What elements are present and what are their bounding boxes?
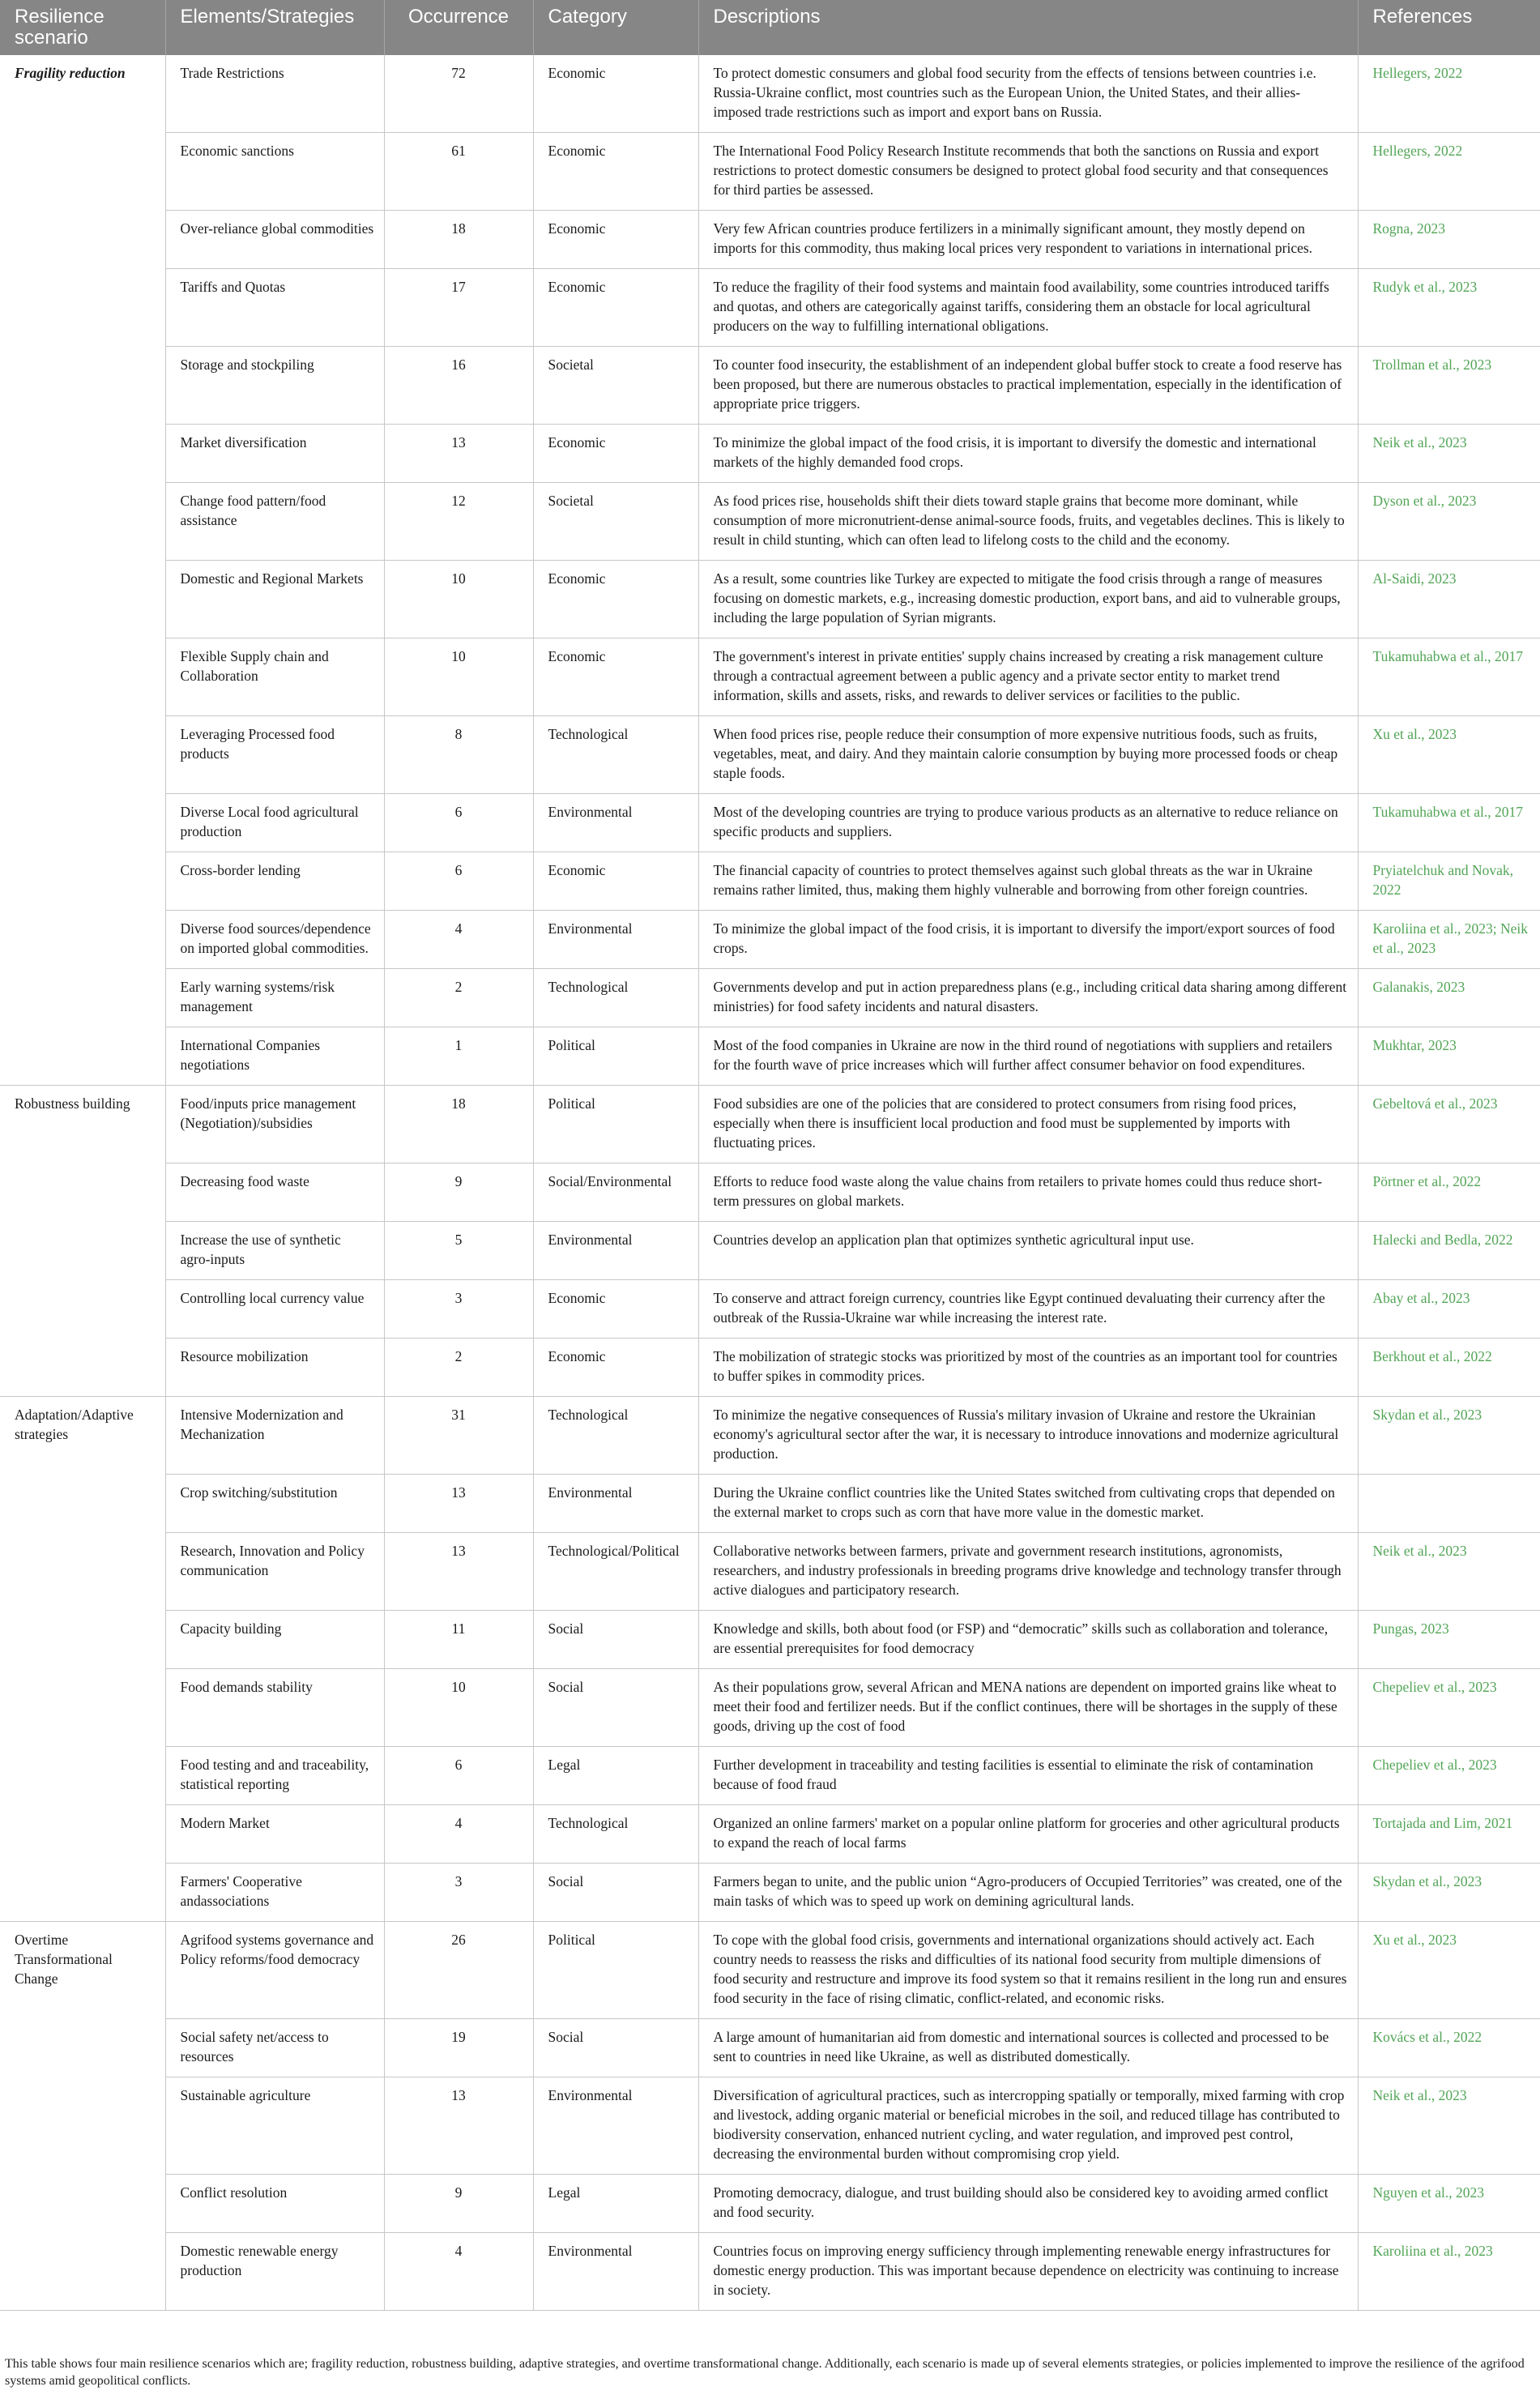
reference-link[interactable]: Pörtner et al., 2022 — [1358, 1163, 1540, 1222]
table-row — [0, 1397, 1540, 1475]
element-cell: Economic sanctions — [165, 133, 384, 211]
table-row — [0, 969, 1540, 1027]
element-cell: Tariffs and Quotas — [165, 269, 384, 347]
reference-link[interactable]: Tukamuhabwa et al., 2017 — [1358, 794, 1540, 852]
reference-link[interactable]: Gebeltová et al., 2023 — [1358, 1086, 1540, 1163]
table-row — [0, 1086, 1540, 1163]
reference-link[interactable]: Chepeliev et al., 2023 — [1358, 1669, 1540, 1747]
table-row — [0, 269, 1540, 347]
occurrence-cell: 6 — [384, 852, 533, 911]
description-cell: Diversification of agricultural practices, such as intercropping spatially or temporally, mixed farming with crop and livestock, adding organic material or beneficial microbes in the soil, and reduced tillage has contributed to biodiversity conservation, enhanced nutrient cycling, and water regulation, and improved pest control, decreasing the environmental burden without compromising crop yield. — [698, 2077, 1358, 2175]
table-row — [0, 133, 1540, 211]
element-cell: Change food pattern/food assistance — [165, 483, 384, 561]
reference-link[interactable]: Abay et al., 2023 — [1358, 1280, 1540, 1339]
occurrence-cell: 10 — [384, 638, 533, 716]
reference-link[interactable]: Chepeliev et al., 2023 — [1358, 1747, 1540, 1805]
description-cell: To minimize the global impact of the food crisis, it is important to diversify the import/export sources of food crops. — [698, 911, 1358, 969]
occurrence-cell: 18 — [384, 1086, 533, 1163]
occurrence-cell: 13 — [384, 1475, 533, 1533]
description-cell: Food subsidies are one of the policies that are considered to protect consumers from rising food prices, especially when there is insufficient local production and food must be supplemented by imports with fluctuating prices. — [698, 1086, 1358, 1163]
description-cell: Collaborative networks between farmers, private and government research institutions, agronomists, researchers, and industry professionals in breeding programs drive knowledge and technology transfer through active dialogues and participatory research. — [698, 1533, 1358, 1611]
element-cell: Conflict resolution — [165, 2175, 384, 2233]
table-row — [0, 2077, 1540, 2175]
table-row — [0, 1747, 1540, 1805]
category-cell: Political — [533, 1922, 698, 2019]
description-cell: To minimize the negative consequences of Russia's military invasion of Ukraine and restore the Ukrainian economy's agricultural sector after the war, it is necessary to introduce innovations and modernize agricultural production. — [698, 1397, 1358, 1475]
reference-link[interactable]: Hellegers, 2022 — [1358, 55, 1540, 133]
category-cell: Political — [533, 1086, 698, 1163]
scenario-cell — [0, 1397, 165, 1922]
scenario-cell — [0, 55, 165, 1086]
element-cell: Modern Market — [165, 1805, 384, 1864]
occurrence-cell: 8 — [384, 716, 533, 794]
element-cell: International Companies negotiations — [165, 1027, 384, 1086]
reference-link[interactable]: Neik et al., 2023 — [1358, 1533, 1540, 1611]
table-row — [0, 2233, 1540, 2311]
table-body — [0, 55, 1540, 2311]
element-cell: Food/inputs price management (Negotiation)/subsidies — [165, 1086, 384, 1163]
table-row — [0, 716, 1540, 794]
element-cell: Intensive Modernization and Mechanization — [165, 1397, 384, 1475]
description-cell: A large amount of humanitarian aid from domestic and international sources is collected and processed to be sent to countries in need like Ukraine, as well as distributed domestically. — [698, 2019, 1358, 2077]
category-cell: Economic — [533, 852, 698, 911]
description-cell: Efforts to reduce food waste along the value chains from retailers to private homes could thus reduce short-term pressures on global markets. — [698, 1163, 1358, 1222]
element-cell: Storage and stockpiling — [165, 347, 384, 425]
occurrence-cell: 16 — [384, 347, 533, 425]
category-cell: Societal — [533, 483, 698, 561]
header-elements: Elements/Strategies — [165, 0, 384, 55]
reference-link[interactable]: Pungas, 2023 — [1358, 1611, 1540, 1669]
category-cell: Social — [533, 2019, 698, 2077]
reference-link[interactable]: Tukamuhabwa et al., 2017 — [1358, 638, 1540, 716]
reference-link[interactable]: Neik et al., 2023 — [1358, 2077, 1540, 2175]
category-cell: Economic — [533, 133, 698, 211]
element-cell: Sustainable agriculture — [165, 2077, 384, 2175]
table-row — [0, 794, 1540, 852]
reference-link[interactable]: Trollman et al., 2023 — [1358, 347, 1540, 425]
category-cell: Environmental — [533, 2233, 698, 2311]
table-row — [0, 2019, 1540, 2077]
occurrence-cell: 61 — [384, 133, 533, 211]
table-row — [0, 852, 1540, 911]
element-cell: Agrifood systems governance and Policy reforms/food democracy — [165, 1922, 384, 2019]
table-row — [0, 638, 1540, 716]
occurrence-cell: 4 — [384, 911, 533, 969]
description-cell: Countries focus on improving energy sufficiency through implementing renewable energy infrastructures for domestic energy production. This was important because dependence on electricity was continuing to increase in society. — [698, 2233, 1358, 2311]
occurrence-cell: 3 — [384, 1864, 533, 1922]
table-row — [0, 1864, 1540, 1922]
scenario-label: Adaptation/Adaptive strategies — [15, 1407, 134, 1442]
reference-link[interactable]: Al-Saidi, 2023 — [1358, 561, 1540, 638]
description-cell: The International Food Policy Research Institute recommends that both the sanctions on Russia and export restrictions to protect domestic consumers be designed to protect global food security and that consequences for third parties be assessed. — [698, 133, 1358, 211]
reference-link[interactable]: Skydan et al., 2023 — [1358, 1397, 1540, 1475]
occurrence-cell: 10 — [384, 1669, 533, 1747]
element-cell: Food testing and and traceability, statistical reporting — [165, 1747, 384, 1805]
table-row — [0, 347, 1540, 425]
occurrence-cell: 9 — [384, 2175, 533, 2233]
occurrence-cell: 9 — [384, 1163, 533, 1222]
occurrence-cell: 13 — [384, 2077, 533, 2175]
description-cell: To conserve and attract foreign currency, countries like Egypt continued devaluating their currency after the outbreak of the Russia-Ukraine war while increasing the interest rate. — [698, 1280, 1358, 1339]
reference-link[interactable]: Skydan et al., 2023 — [1358, 1864, 1540, 1922]
reference-link[interactable]: Xu et al., 2023 — [1358, 1922, 1540, 2019]
table-row — [0, 425, 1540, 483]
header-references: References — [1358, 0, 1540, 55]
header-occurrence: Occurrence — [384, 0, 533, 55]
occurrence-cell: 13 — [384, 425, 533, 483]
element-cell: Domestic and Regional Markets — [165, 561, 384, 638]
element-cell: Market diversification — [165, 425, 384, 483]
element-cell: Social safety net/access to resources — [165, 2019, 384, 2077]
scenario-label: Fragility reduction — [15, 65, 126, 81]
category-cell: Legal — [533, 1747, 698, 1805]
description-cell: Organized an online farmers' market on a popular online platform for groceries and other agricultural products to expand the reach of local farms — [698, 1805, 1358, 1864]
description-cell: The government's interest in private entities' supply chains increased by creating a risk management culture through a contractual agreement between a public agency and a private sector entity to market trend information, skills and assets, risks, and rewards to deliver services or facilities to the public. — [698, 638, 1358, 716]
occurrence-cell: 2 — [384, 969, 533, 1027]
occurrence-cell: 13 — [384, 1533, 533, 1611]
description-cell: Most of the food companies in Ukraine are now in the third round of negotiations with suppliers and retailers for the fourth wave of price increases which will further affect consumer behavior on food expenditures. — [698, 1027, 1358, 1086]
category-cell: Economic — [533, 638, 698, 716]
occurrence-cell: 26 — [384, 1922, 533, 2019]
reference-link[interactable]: Dyson et al., 2023 — [1358, 483, 1540, 561]
element-cell: Crop switching/substitution — [165, 1475, 384, 1533]
table-footnote: This table shows four main resilience scenarios which are; fragility reduction, robustness building, adaptive strategies, and overtime transformational change. Additionally, each scenario is made up of several elements strategies, or policies implemented to improve the resilience of the agrifood systems amid geopolitical conflicts. — [5, 2357, 1525, 2388]
occurrence-cell: 4 — [384, 1805, 533, 1864]
category-cell: Environmental — [533, 1475, 698, 1533]
element-cell: Resource mobilization — [165, 1339, 384, 1397]
occurrence-cell: 11 — [384, 1611, 533, 1669]
reference-link[interactable]: Nguyen et al., 2023 — [1358, 2175, 1540, 2233]
element-cell: Food demands stability — [165, 1669, 384, 1747]
description-cell: Promoting democracy, dialogue, and trust building should also be considered key to avoiding armed conflict and food security. — [698, 2175, 1358, 2233]
category-cell: Technological — [533, 716, 698, 794]
description-cell: As a result, some countries like Turkey are expected to mitigate the food crisis through a range of measures focusing on domestic markets, e.g., increasing domestic production, export bans, and aid to vulnerable groups, including the large population of Syrian migrants. — [698, 561, 1358, 638]
element-cell: Decreasing food waste — [165, 1163, 384, 1222]
reference-link[interactable]: Halecki and Bedla, 2022 — [1358, 1222, 1540, 1280]
occurrence-cell: 19 — [384, 2019, 533, 2077]
category-cell: Technological — [533, 1805, 698, 1864]
element-cell: Flexible Supply chain and Collaboration — [165, 638, 384, 716]
category-cell: Technological — [533, 969, 698, 1027]
table-row — [0, 211, 1540, 269]
category-cell: Legal — [533, 2175, 698, 2233]
reference-link[interactable]: Karoliina et al., 2023 — [1358, 2233, 1540, 2311]
element-cell: Trade Restrictions — [165, 55, 384, 133]
element-cell: Controlling local currency value — [165, 1280, 384, 1339]
category-cell: Economic — [533, 55, 698, 133]
description-cell: During the Ukraine conflict countries like the United States switched from cultivating crops that depended on the external market to crops such as corn that have more value in the domestic market. — [698, 1475, 1358, 1533]
reference-link[interactable]: Rogna, 2023 — [1358, 211, 1540, 269]
element-cell: Farmers' Cooperative andassociations — [165, 1864, 384, 1922]
table-row — [0, 1669, 1540, 1747]
occurrence-cell: 12 — [384, 483, 533, 561]
reference-link[interactable]: Mukhtar, 2023 — [1358, 1027, 1540, 1086]
reference-link[interactable]: Karoliina et al., 2023; Neik et al., 2023 — [1358, 911, 1540, 969]
category-cell: Economic — [533, 211, 698, 269]
table-row — [0, 483, 1540, 561]
scenario-cell — [0, 1086, 165, 1397]
reference-link[interactable] — [1358, 1475, 1540, 1533]
element-cell: Early warning systems/risk management — [165, 969, 384, 1027]
scenario-label: Overtime Transformational Change — [15, 1932, 113, 1987]
category-cell: Environmental — [533, 794, 698, 852]
description-cell: To counter food insecurity, the establishment of an independent global buffer stock to create a food reserve has been proposed, but there are numerous obstacles to practical implementation, especially in the identification of appropriate price triggers. — [698, 347, 1358, 425]
header-category: Category — [533, 0, 698, 55]
occurrence-cell: 6 — [384, 794, 533, 852]
category-cell: Economic — [533, 425, 698, 483]
table-row — [0, 1922, 1540, 2019]
header-descriptions: Descriptions — [698, 0, 1358, 55]
description-cell: To protect domestic consumers and global food security from the effects of tensions between countries i.e. Russia-Ukraine conflict, most countries such as the European Union, the United States, and their allies-imposed trade restrictions such as import and export bans on Russia. — [698, 55, 1358, 133]
occurrence-cell: 18 — [384, 211, 533, 269]
category-cell: Political — [533, 1027, 698, 1086]
table-row — [0, 1805, 1540, 1864]
category-cell: Economic — [533, 561, 698, 638]
occurrence-cell: 17 — [384, 269, 533, 347]
reference-link[interactable]: Neik et al., 2023 — [1358, 425, 1540, 483]
table-row — [0, 2175, 1540, 2233]
category-cell: Societal — [533, 347, 698, 425]
table-row — [0, 1222, 1540, 1280]
category-cell: Environmental — [533, 2077, 698, 2175]
reference-link[interactable]: Hellegers, 2022 — [1358, 133, 1540, 211]
table-row — [0, 1339, 1540, 1397]
occurrence-cell: 4 — [384, 2233, 533, 2311]
element-cell: Diverse Local food agricultural production — [165, 794, 384, 852]
reference-link[interactable]: Kovács et al., 2022 — [1358, 2019, 1540, 2077]
element-cell: Leveraging Processed food products — [165, 716, 384, 794]
table-row — [0, 1163, 1540, 1222]
table-row — [0, 561, 1540, 638]
element-cell: Over-reliance global commodities — [165, 211, 384, 269]
category-cell: Environmental — [533, 911, 698, 969]
reference-link[interactable]: Pryiatelchuk and Novak, 2022 — [1358, 852, 1540, 911]
category-cell: Economic — [533, 1280, 698, 1339]
description-cell: Most of the developing countries are trying to produce various products as an alternative to reduce reliance on specific products and suppliers. — [698, 794, 1358, 852]
element-cell: Research, Innovation and Policy communication — [165, 1533, 384, 1611]
reference-link[interactable]: Tortajada and Lim, 2021 — [1358, 1805, 1540, 1864]
description-cell: The financial capacity of countries to protect themselves against such global threats as the war in Ukraine remains rather limited, thus, making them highly vulnerable and borrowing from other foreign countries. — [698, 852, 1358, 911]
description-cell: Very few African countries produce fertilizers in a minimally significant amount, they mostly depend on imports for this commodity, thus making local prices very respondent to variations in international prices. — [698, 211, 1358, 269]
occurrence-cell: 3 — [384, 1280, 533, 1339]
description-cell: The mobilization of strategic stocks was prioritized by most of the countries as an important tool for countries to buffer spikes in commodity prices. — [698, 1339, 1358, 1397]
occurrence-cell: 10 — [384, 561, 533, 638]
table-row — [0, 1533, 1540, 1611]
category-cell: Social/Environmental — [533, 1163, 698, 1222]
table-row — [0, 911, 1540, 969]
header-scenario: Resilience scenario — [0, 0, 165, 55]
description-cell: When food prices rise, people reduce their consumption of more expensive nutritious foods, such as fruits, vegetables, meat, and dairy. And they maintain calorie consumption by buying more processed foods or cheap staple foods. — [698, 716, 1358, 794]
element-cell: Capacity building — [165, 1611, 384, 1669]
occurrence-cell: 6 — [384, 1747, 533, 1805]
description-cell: Knowledge and skills, both about food (or FSP) and “democratic” skills such as collaboration and tolerance, are essential prerequisites for food democracy — [698, 1611, 1358, 1669]
table-row — [0, 1280, 1540, 1339]
element-cell: Cross-border lending — [165, 852, 384, 911]
description-cell: As their populations grow, several African and MENA nations are dependent on imported grains like wheat to meet their food and fertilizer needs. But if the conflict continues, there will be shortages in the supply of these goods, driving up the cost of food — [698, 1669, 1358, 1747]
occurrence-cell: 72 — [384, 55, 533, 133]
description-cell: To reduce the fragility of their food systems and maintain food availability, some countries introduced tariffs and quotas, and others are categorically against tariffs, considering them an obstacle for local agricultural producers on the way to fulfilling international obligations. — [698, 269, 1358, 347]
table-row — [0, 1475, 1540, 1533]
category-cell: Technological/Political — [533, 1533, 698, 1611]
occurrence-cell: 31 — [384, 1397, 533, 1475]
description-cell: Further development in traceability and testing facilities is essential to eliminate the risk of contamination because of food fraud — [698, 1747, 1358, 1805]
description-cell: Governments develop and put in action preparedness plans (e.g., including critical data sharing among different ministries) for food safety incidents and natural disasters. — [698, 969, 1358, 1027]
category-cell: Economic — [533, 269, 698, 347]
occurrence-cell: 5 — [384, 1222, 533, 1280]
header-row — [0, 0, 1540, 55]
element-cell: Domestic renewable energy production — [165, 2233, 384, 2311]
occurrence-cell: 2 — [384, 1339, 533, 1397]
description-cell: As food prices rise, households shift their diets toward staple grains that become more dominant, while consumption of more micronutrient-dense animal-source foods, fruits, and vegetables declines. This is likely to result in child stunting, which can often lead to lifelong costs to the child and the economy. — [698, 483, 1358, 561]
reference-link[interactable]: Rudyk et al., 2023 — [1358, 269, 1540, 347]
reference-link[interactable]: Galanakis, 2023 — [1358, 969, 1540, 1027]
category-cell: Social — [533, 1864, 698, 1922]
element-cell: Increase the use of synthetic agro-inputs — [165, 1222, 384, 1280]
reference-link[interactable]: Xu et al., 2023 — [1358, 716, 1540, 794]
occurrence-cell: 1 — [384, 1027, 533, 1086]
table-row — [0, 1611, 1540, 1669]
category-cell: Technological — [533, 1397, 698, 1475]
description-cell: Countries develop an application plan that optimizes synthetic agricultural input use. — [698, 1222, 1358, 1280]
description-cell: To minimize the global impact of the food crisis, it is important to diversify the domestic and international markets of the highly demanded food crops. — [698, 425, 1358, 483]
scenario-cell — [0, 1922, 165, 2311]
table-row — [0, 55, 1540, 133]
scenario-label: Robustness building — [15, 1095, 130, 1112]
category-cell: Environmental — [533, 1222, 698, 1280]
category-cell: Social — [533, 1611, 698, 1669]
description-cell: To cope with the global food crisis, governments and international organizations should actively act. Each country needs to reassess the risks and difficulties of its national food security from multiple dimensions of food security and restructure and improve its food system so that it remains resilient in the long run and ensures food security in the face of rising climatic, conflict-related, and economic risks. — [698, 1922, 1358, 2019]
category-cell: Social — [533, 1669, 698, 1747]
element-cell: Diverse food sources/dependence on imported global commodities. — [165, 911, 384, 969]
category-cell: Economic — [533, 1339, 698, 1397]
reference-link[interactable]: Berkhout et al., 2022 — [1358, 1339, 1540, 1397]
description-cell: Farmers began to unite, and the public union “Agro-producers of Occupied Territories” was created, one of the main tasks of which was to speed up work on demining agricultural lands. — [698, 1864, 1358, 1922]
table-row — [0, 1027, 1540, 1086]
